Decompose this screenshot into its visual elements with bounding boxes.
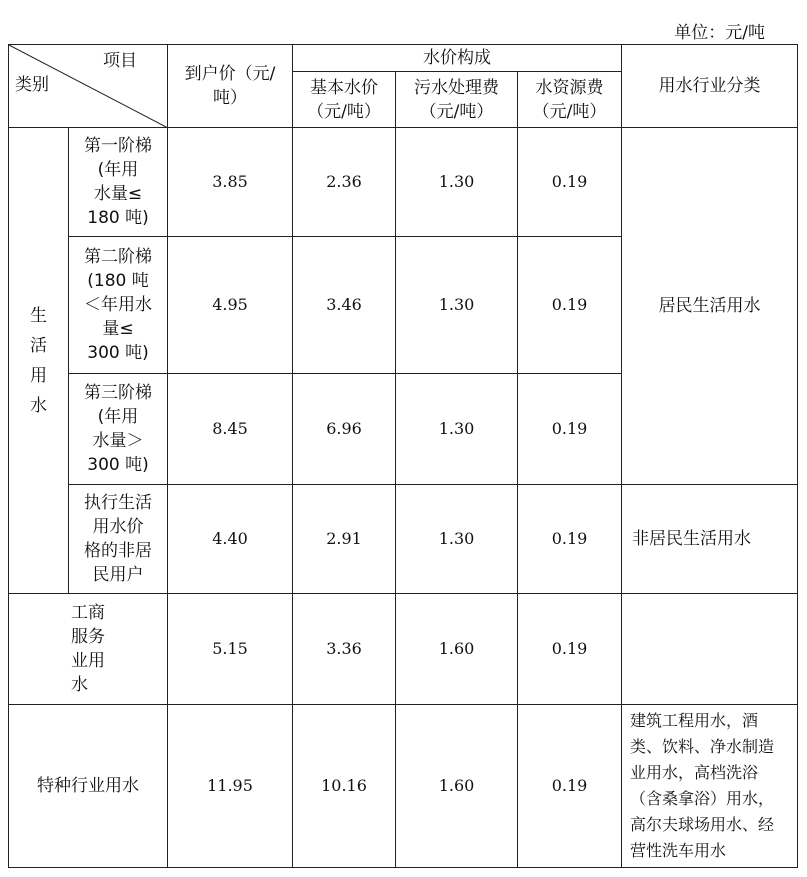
sewage-fee-cell: 1.30: [396, 485, 518, 594]
corner-header-cell: [9, 45, 168, 128]
group-special-water: 特种行业用水: [9, 705, 168, 868]
industry-commerce: [622, 594, 798, 705]
table-row: [9, 128, 798, 237]
industry-nonresident: 非居民生活用水: [622, 485, 798, 594]
basic-price-cell: 3.36: [293, 594, 396, 705]
price-cell: 8.45: [168, 374, 293, 485]
tier-2-label: 第二阶梯 (180 吨 ＜年用水 量≤ 300 吨): [69, 237, 168, 374]
basic-price-cell: 2.91: [293, 485, 396, 594]
unit-label: 单位：元/吨: [674, 23, 765, 43]
basic-price-cell: 6.96: [293, 374, 396, 485]
price-cell: 4.95: [168, 237, 293, 374]
header-item: 项目: [103, 51, 137, 71]
resource-fee-cell: 0.19: [518, 128, 622, 237]
price-cell: 11.95: [168, 705, 293, 868]
basic-price-cell: 10.16: [293, 705, 396, 868]
header-resource-fee: 水资源费 （元/吨）: [518, 72, 622, 128]
price-cell: 4.40: [168, 485, 293, 594]
tier-3-label: 第三阶梯 (年用 水量＞ 300 吨): [69, 374, 168, 485]
industry-special: 建筑工程用水，酒 类、饮料、净水制造 业用水，高档洗浴 （含桑拿浴）用水， 高尔夫球场用水、经 营性洗车用水: [622, 705, 798, 868]
sewage-fee-cell: 1.60: [396, 594, 518, 705]
sewage-fee-cell: 1.60: [396, 705, 518, 868]
sewage-fee-cell: 1.30: [396, 237, 518, 374]
table-row: [9, 594, 798, 705]
table-row: [9, 485, 798, 594]
header-industry: 用水行业分类: [622, 45, 798, 128]
water-price-table: [8, 44, 798, 868]
resource-fee-cell: 0.19: [518, 485, 622, 594]
price-cell: 3.85: [168, 128, 293, 237]
sewage-fee-cell: 1.30: [396, 374, 518, 485]
basic-price-cell: 3.46: [293, 237, 396, 374]
basic-price-cell: 2.36: [293, 128, 396, 237]
header-composition: 水价构成: [293, 45, 622, 72]
resource-fee-cell: 0.19: [518, 594, 622, 705]
sewage-fee-cell: 1.30: [396, 128, 518, 237]
group-commerce-water: 工商 服务 业用 水: [9, 594, 168, 705]
table-row: [9, 705, 798, 868]
price-cell: 5.15: [168, 594, 293, 705]
resource-fee-cell: 0.19: [518, 705, 622, 868]
industry-resident: 居民生活用水: [622, 128, 798, 485]
resource-fee-cell: 0.19: [518, 237, 622, 374]
header-price: 到户价（元/ 吨）: [168, 45, 293, 128]
header-sewage-fee: 污水处理费 （元/吨）: [396, 72, 518, 128]
group-life-water: 生 活 用 水: [9, 128, 69, 594]
header-basic-price: 基本水价 （元/吨）: [293, 72, 396, 128]
resource-fee-cell: 0.19: [518, 374, 622, 485]
header-category: 类别: [15, 75, 49, 95]
nonresident-label: 执行生活 用水价 格的非居 民用户: [69, 485, 168, 594]
tier-1-label: 第一阶梯 (年用 水量≤ 180 吨): [69, 128, 168, 237]
